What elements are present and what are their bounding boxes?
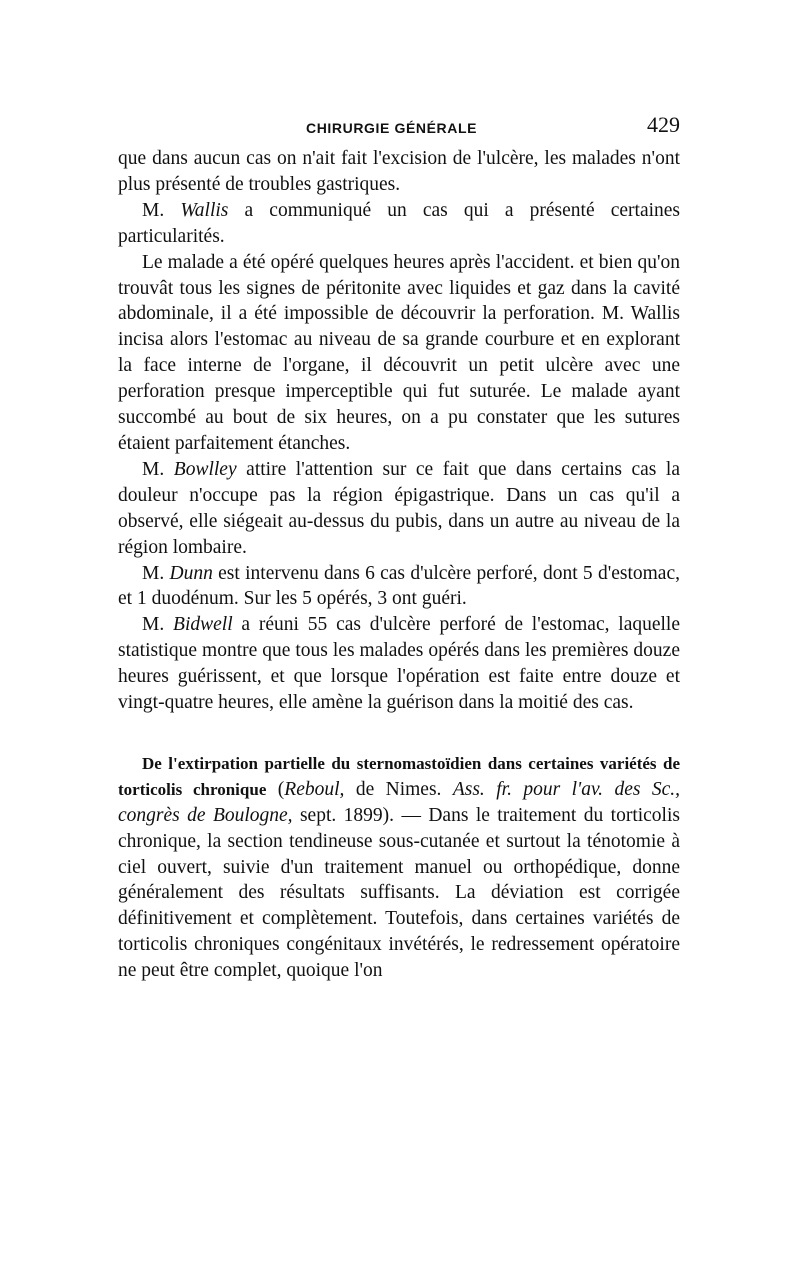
paragraph-case-description: Le malade a été opéré quelques heures après l'accident. et bien qu'on trouvât tous les signes de péritonite avec liquides et gaz dans la cavité abdominale, il a été impossible de découvrir la perforation. M. Wallis incisa alors l'estomac au niveau de sa grande courbure et en explorant la face interne de l'organe, il découvrit un petit ulcère avec une perforation presque imperceptible qui fut suturée. Le malade ayant succombé au bout de six heures, on a pu constater que les sutures étaient parfaitement étanches.: [118, 251, 680, 454]
paragraph-text: a communiqué un cas qui a présenté certaines particularités.: [118, 199, 681, 247]
citation-place: de Nimes.: [355, 778, 442, 800]
page-number: 429: [647, 112, 680, 137]
author-name-dunn: Dunn: [169, 562, 213, 584]
citation-venue: Ass. fr. pour l'av. des Sc., congrès de Boulogne,: [118, 778, 681, 826]
running-head: [118, 112, 680, 142]
paragraph-wallis: [118, 198, 680, 250]
paragraph-bowlley: [118, 457, 680, 561]
author-name-bowlley: Bowlley: [173, 458, 237, 480]
author-name-bidwell: Bidwell: [173, 614, 233, 636]
paragraph-text: est intervenu dans 6 cas d'ulcère perforé, dont 5 d'estomac, et 1 duodénum. Sur les 5 opérés, 3 ont guéri.: [118, 562, 680, 610]
section-body: — Dans le traitement du torticolis chronique, la section tendineuse sous-cutanée et surtout la ténotomie à ciel ouvert, suivie d'un traitement manuel ou orthopédique, donne généralement des résultats suffisants. La déviation est corrigée définitivement et complètement. Toutefois, dans certaines variétés de torticolis chroniques congénitaux invétérés, le redressement opératoire ne peut être complet, quoique l'on: [118, 804, 680, 982]
paragraph-prefix: M.: [142, 614, 165, 636]
section-torticolis: [118, 751, 680, 984]
running-head-title: CHIRURGIE GÉNÉRALE: [306, 120, 478, 136]
paragraph-prefix: M.: [142, 458, 165, 480]
paragraph-dunn: [118, 561, 680, 613]
paragraph-prefix: M.: [142, 562, 165, 584]
citation-author: Reboul,: [284, 778, 345, 800]
paragraph-bidwell: [118, 612, 680, 716]
author-name-wallis: Wallis: [180, 199, 229, 221]
paragraph-text: attire l'attention sur ce fait que dans certains cas la douleur n'occupe pas la région épigastrique. Dans un cas qu'il a observé, elle siégeait au-dessus du pubis, dans un autre au niveau de la région lombaire.: [118, 458, 681, 558]
paragraph-continuation: que dans aucun cas on n'ait fait l'excision de l'ulcère, les malades n'ont plus présenté de troubles gastriques.: [118, 148, 680, 195]
paragraph-prefix: M.: [142, 199, 165, 221]
section-heading: De l'extirpation partielle du sternomastoïdien dans certaines variétés de torticolis chronique: [118, 753, 680, 799]
book-page: [118, 112, 680, 984]
citation-open: (: [277, 778, 285, 800]
citation-date: sept. 1899).: [299, 804, 395, 826]
paragraph-text: a réuni 55 cas d'ulcère perforé de l'estomac, laquelle statistique montre que tous les malades opérés dans les premières douze heures guérissent, et que lorsque l'opération est faite entre douze et vingt-quatre heures, elle amène la guérison dans la moitié des cas.: [118, 614, 681, 714]
